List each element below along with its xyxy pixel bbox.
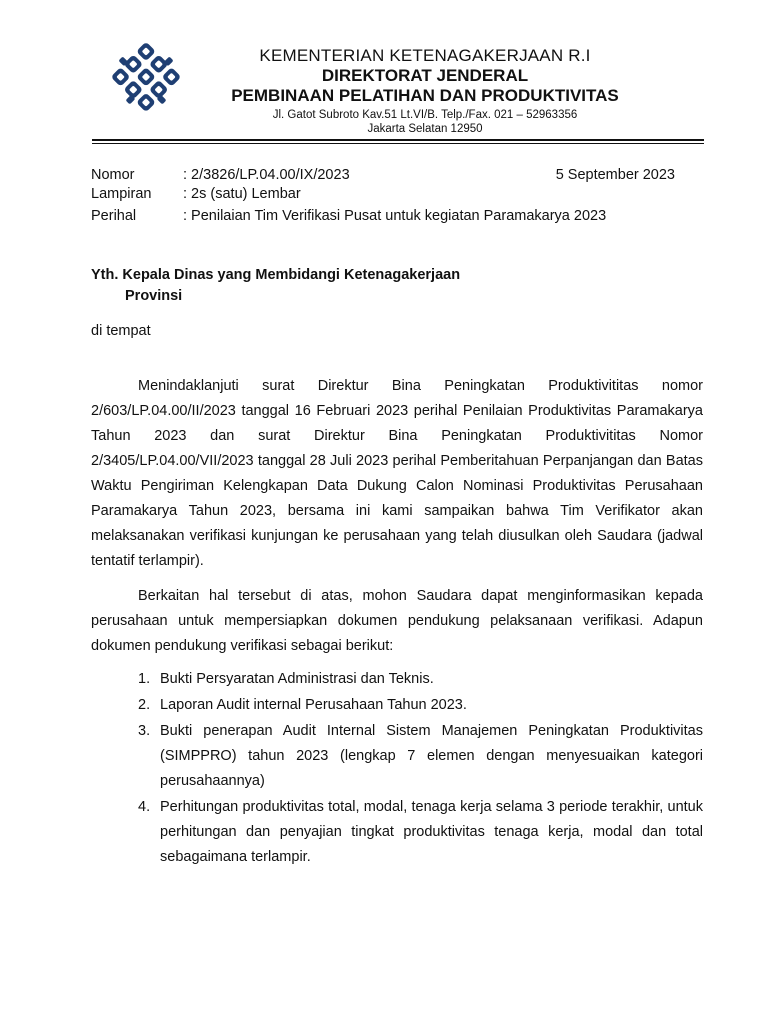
- list-number: 2.: [138, 697, 151, 713]
- list-text: Bukti Persyaratan Administrasi dan Teknis.: [160, 671, 434, 687]
- letter-meta: [91, 166, 703, 226]
- lampiran-label: Lampiran: [91, 186, 152, 202]
- list-text: Perhitungan produktivitas total, modal, tenaga kerja selama 3 periode terakhir, untuk perhitungan dan penyajian tingkat produktivitas tenaga kerja, modal dan total sebagaimana terlampir.: [160, 799, 703, 865]
- office-address: Jl. Gatot Subroto Kav.51 Lt.VI/B. Telp./Fax. 021 – 52963356: [272, 109, 578, 121]
- letter-body: [91, 374, 703, 871]
- perihal-label: Perihal: [91, 208, 137, 224]
- nomor-value: : 2/3826/LP.04.00/IX/2023: [183, 167, 350, 183]
- list-item: [91, 693, 703, 718]
- paragraph-1: Menindaklanjuti surat Direktur Bina Peningkatan Produktivititas nomor 2/603/LP.04.00/II/2023 tanggal 16 Februari 2023 perihal Penilaian Produktivitas Paramakarya Tahun 2023 dan surat Direktur Bina Peningkatan Produktivititas Nomor 2/3405/LP.04.00/VII/2023 tanggal 28 Juli 2023 perihal Pemberitahuan Perpanjangan dan Batas Waktu Pengiriman Kelengkapan Data Dukung Calon Nominasi Produktivitas Perusahaan Paramakarya Tahun 2023, bersama ini kami sampaikan bahwa Tim Verifikator akan melaksanakan verifikasi kunjungan ke perusahaan yang telah diusulkan oleh Saudara (jadwal tentatif terlampir).: [91, 378, 703, 569]
- paragraph-2: Berkaitan hal tersebut di atas, mohon Saudara dapat menginformasikan kepada perusahaan untuk mempersiapkan dokumen pendukung pelaksanaan verifikasi. Adapun dokumen pendukung verifikasi sebagai berikut:: [91, 588, 703, 654]
- list-text: Bukti penerapan Audit Internal Sistem Manajemen Peningkatan Produktivitas (SIMPPRO) tahun 2023 (lengkap 7 elemen dengan menyesuaikan kategori perusahaannya): [160, 723, 703, 789]
- letterhead-divider-thin: [92, 143, 704, 144]
- list-item: [91, 795, 703, 870]
- list-number: 3.: [138, 723, 151, 739]
- recipient-place: di tempat: [91, 323, 151, 339]
- list-item: [91, 667, 703, 692]
- ministry-name: KEMENTERIAN KETENAGAKERJAAN R.I: [259, 46, 591, 65]
- list-text: Laporan Audit internal Perusahaan Tahun 2023.: [160, 697, 467, 713]
- letter-date: 5 September 2023: [555, 167, 675, 183]
- recipient-address: [91, 265, 460, 307]
- ministry-logo-icon: [88, 40, 204, 128]
- directorate-name: DIREKTORAT JENDERAL: [321, 66, 529, 85]
- list-number: 1.: [138, 671, 151, 687]
- list-item: [91, 719, 703, 794]
- nomor-label: Nomor: [91, 167, 135, 183]
- letterhead-divider: [92, 139, 704, 141]
- lampiran-value: : 2s (satu) Lembar: [183, 186, 301, 202]
- list-number: 4.: [138, 799, 151, 815]
- document-list: [91, 667, 703, 870]
- recipient-province: Provinsi: [125, 288, 183, 304]
- division-name: PEMBINAAN PELATIHAN DAN PRODUKTIVITAS: [231, 86, 619, 105]
- letterhead: [200, 46, 650, 136]
- perihal-value: : Penilaian Tim Verifikasi Pusat untuk kegiatan Paramakarya 2023: [183, 208, 607, 224]
- recipient-title: Yth. Kepala Dinas yang Membidangi Ketenagakerjaan: [91, 267, 461, 283]
- office-city: Jakarta Selatan 12950: [367, 123, 483, 135]
